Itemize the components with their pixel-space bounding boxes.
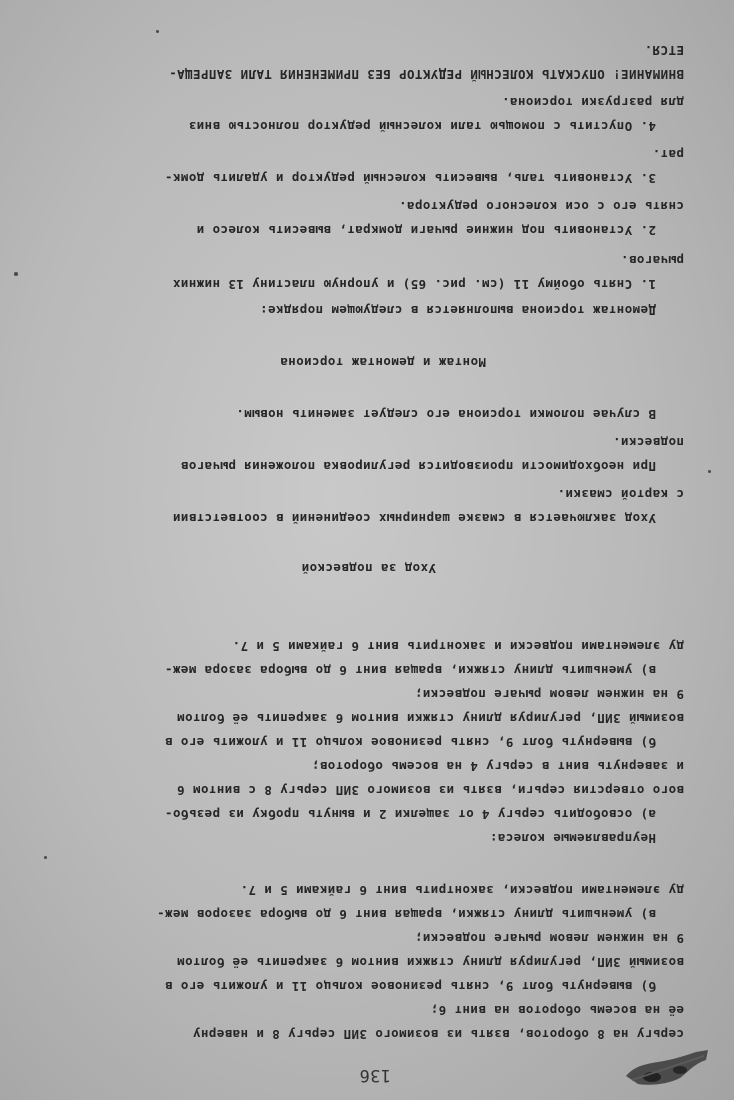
paper-speck <box>708 470 711 473</box>
text-line: рычагов. <box>620 253 684 268</box>
text-line: Демонтаж торсиона выполняется в следующем порядке: <box>259 303 656 318</box>
text-line: б) вывернуть болт 9, снять резиновое кольцо 11 и уложить его в <box>164 735 656 750</box>
text-line: В случае поломки торсиона его следует заменить новым. <box>235 407 656 422</box>
text-line: 1. Снять обойму 11 (см. рис. 65) и упорную пластину 13 нижних <box>172 277 656 292</box>
stamp-smudge-icon <box>622 1046 712 1088</box>
text-line: 2. Установить под нижние рычаги домкрат, вывесить колесо и <box>196 223 656 238</box>
text-line: ду элементами подвески и законтрить винт 6 гайками 5 и 7. <box>232 639 684 654</box>
section-subheading: Неуправляемые колеса: <box>489 831 656 846</box>
text-line: рат. <box>652 147 684 162</box>
text-line: 9 на нижнем левом рычаге подвески; <box>414 931 684 946</box>
section-heading: Монтаж и демонтаж торсиона <box>279 355 486 370</box>
text-line: ду элементами подвески, законтрить винт 6 гайками 5 и 7. <box>240 883 684 898</box>
text-line: с картой смазки. <box>557 487 684 502</box>
text-line: 9 на нижнем левом рычаге подвески; <box>414 687 684 702</box>
text-line: серьгу на 8 оборотов, взять из возимого ЗИП серьгу 8 и наверну <box>192 1027 684 1042</box>
page-number: 136 <box>359 1065 391 1085</box>
text-line: а) освободить серьгу 4 от защелки 2 и вынуть пробку из резьбо- <box>164 807 656 822</box>
paper-speck <box>44 856 47 859</box>
text-line: её на восемь оборотов на винт 6; <box>430 1003 684 1018</box>
text-line: и завернуть винт в серьгу 4 на восемь оборотов; <box>311 759 684 774</box>
text-line: в) уменьшить длину стяжки, вращая винт 6 до выбора зазора меж- <box>164 663 656 678</box>
text-line: вого отверстия серьги, взять из возимого ЗИП серьгу 8 с винтом 6 <box>176 783 684 798</box>
text-line: 3. Установить таль, вывесить колесный редуктор и удалить домк- <box>164 171 656 186</box>
text-line: б) вывернуть болт 9, снять резиновое кольцо 11 и уложить его в <box>164 979 656 994</box>
warning-text: ЕТСЯ. <box>644 43 684 58</box>
text-line: возимый ЗИП, регулируя длину стяжки винтом 6 закрепить её болтом <box>176 711 684 726</box>
text-line: снять его с оси колесного редуктора. <box>398 199 684 214</box>
section-heading: Уход за подвеской <box>301 561 436 576</box>
text-line: 4. Опустить с помощью тали колесный редуктор полностью вниз <box>188 119 656 134</box>
text-line: Уход заключается в смазке шарнирных соединений в соответствии <box>172 511 656 526</box>
text-line: подвески. <box>612 435 684 450</box>
paper-speck <box>14 272 18 276</box>
text-line: в) уменьшить длину стяжки, вращая винт 6 до выбора зазоров меж- <box>156 907 656 922</box>
text-line: При необходимости производится регулировка положения рычагов <box>180 459 656 474</box>
warning-text: ВНИМАНИЕ! ОПУСКАТЬ КОЛЕСНЫЙ РЕДУКТОР БЕЗ ПРИМЕНЕНИЯ ТАЛИ ЗАПРЕЩА- <box>168 67 684 82</box>
text-line: возимый ЗИП, регулируя длину стяжки винтом 6 закрепить её болтом <box>176 955 684 970</box>
text-line: для разгрузки торсиона. <box>501 95 684 110</box>
paper-speck <box>156 30 159 33</box>
